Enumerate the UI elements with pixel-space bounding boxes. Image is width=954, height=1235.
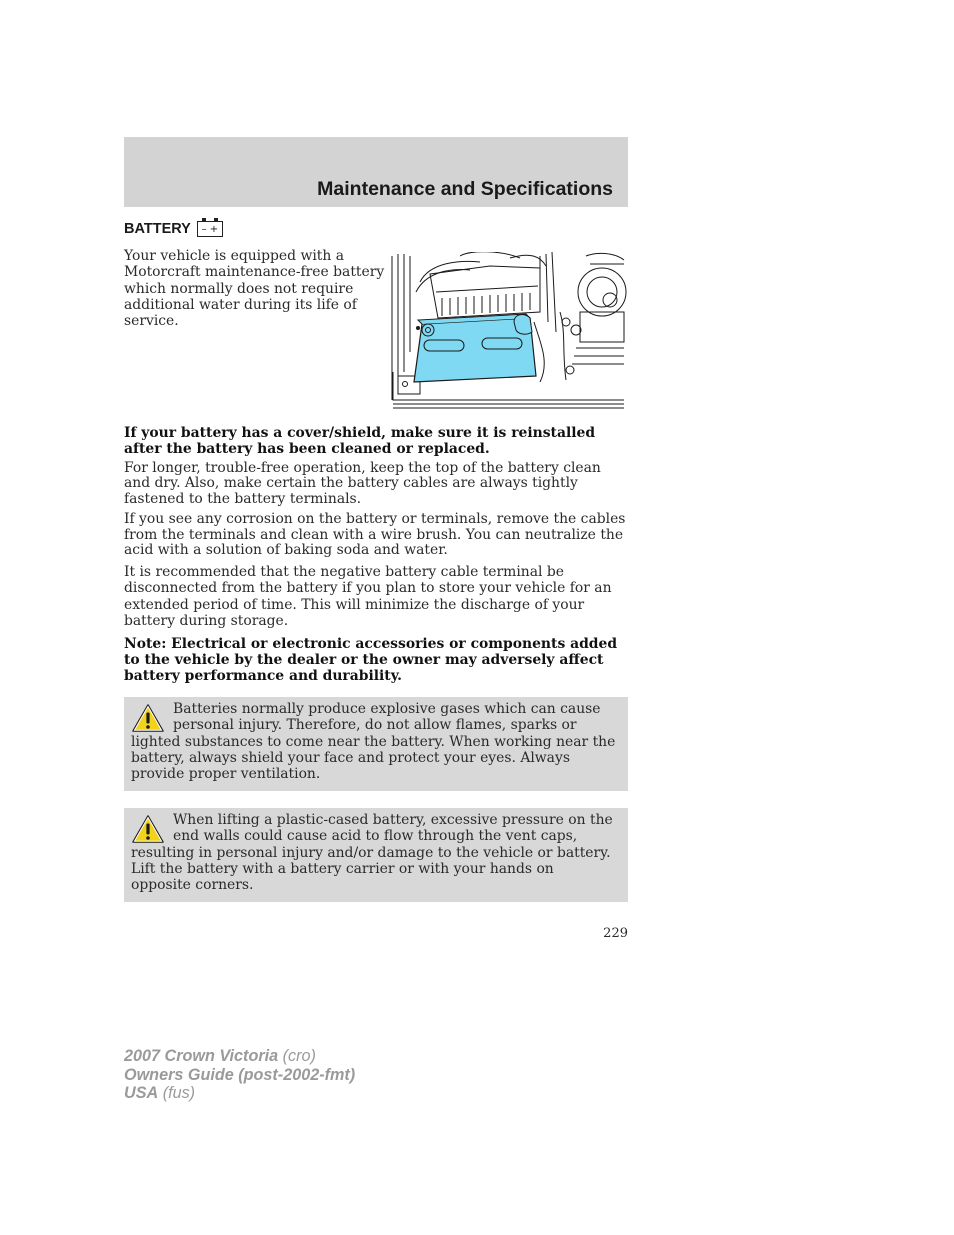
intro-paragraph: Your vehicle is equipped with a Motorcraft maintenance-free battery which normally does not require additional water during its life of service. xyxy=(124,248,385,330)
warning-triangle-icon xyxy=(131,814,165,844)
battery-engine-compartment-illustration xyxy=(390,252,628,410)
section-header-bar xyxy=(124,137,628,207)
battery-symbol-icon: – + xyxy=(197,221,223,237)
corrosion-paragraph: If you see any corrosion on the battery or terminals, remove the cables from the terminals and clean with a wire brush. You can neutralize the acid with a solution of baking soda and water. xyxy=(124,511,626,559)
warning-text-lifting-battery: When lifting a plastic-cased battery, excessive pressure on the end walls could cause acid to flow through the vent caps, resulting in personal injury and/or damage to the vehicle or battery. Lift the battery with a battery carrier or with your hands on opposite corners. xyxy=(131,812,613,894)
battery-heading-text: BATTERY xyxy=(124,221,191,237)
footer-line-3: USA (fus) xyxy=(124,1084,196,1102)
section-header-title: Maintenance and Specifications xyxy=(317,178,613,200)
trouble-free-paragraph: For longer, trouble-free operation, keep the top of the battery clean and dry. Also, make certain the battery cables are always tightly fastened to the battery terminals. xyxy=(124,460,601,507)
body-text xyxy=(124,426,628,685)
battery-heading xyxy=(124,221,223,237)
storage-paragraph: It is recommended that the negative battery cable terminal be disconnected from the battery if you plan to store your vehicle for an extended period of time. This will minimize the discharge of your battery during storage. xyxy=(124,564,612,630)
cover-shield-paragraph: If your battery has a cover/shield, make sure it is reinstalled after the battery has been cleaned or replaced. xyxy=(124,425,596,457)
footer-line-2: Owners Guide (post-2002-fmt) xyxy=(124,1065,356,1084)
warning-triangle-icon xyxy=(131,703,165,733)
warning-text-explosive-gases: Batteries normally produce explosive gases which can cause personal injury. Therefore, do not allow flames, sparks or lighted substances to come near the battery. When working near the battery, always shield your face and protect your eyes. Always provide proper ventilation. xyxy=(131,701,616,783)
warning-box-lifting-battery xyxy=(124,808,628,902)
footer-line-1: 2007 Crown Victoria (cro) xyxy=(124,1047,316,1065)
warning-box-explosive-gases xyxy=(124,697,628,791)
page-number: 229 xyxy=(603,926,628,941)
document-footer xyxy=(124,1047,355,1103)
accessories-note: Note: Electrical or electronic accessories or components added to the vehicle by the dealer or the owner may adversely affect battery performance and durability. xyxy=(124,635,618,685)
